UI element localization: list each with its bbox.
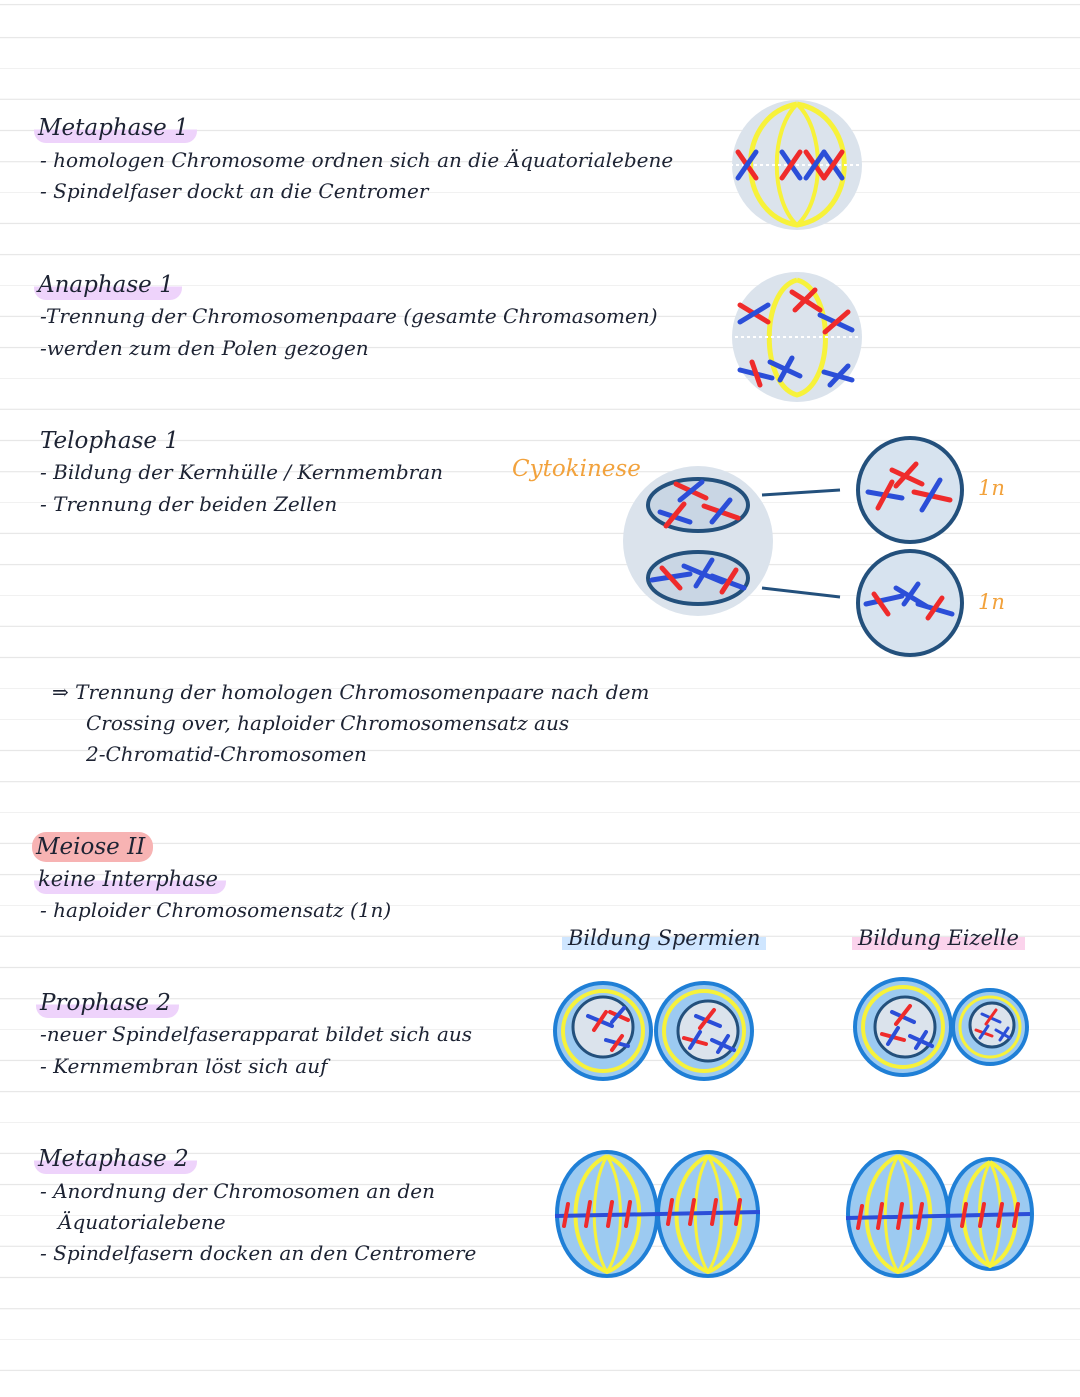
telophase1-line-2: - Trennung der beiden Zellen bbox=[40, 492, 338, 516]
summary-line-2: Crossing over, haploider Chromosomensatz aus bbox=[86, 711, 570, 735]
anaphase1-heading: Anaphase 1 bbox=[34, 270, 182, 300]
daughter-cell-bottom bbox=[858, 551, 962, 655]
anaphase1-line-2: -werden zum den Polen gezogen bbox=[40, 336, 369, 360]
telophase1-line-1: - Bildung der Kernhülle / Kernmembran bbox=[40, 460, 444, 484]
prophase2-heading: Prophase 2 bbox=[36, 988, 179, 1018]
metaphase2-line-1: - Anordnung der Chromosomen an den bbox=[40, 1179, 436, 1203]
meiose2-heading: Meiose II bbox=[32, 832, 153, 862]
metaphase1-line-1: - homologen Chromosome ordnen sich an die Äquatorialebene bbox=[40, 148, 674, 172]
anaphase1-line-1: -Trennung der Chromosomenpaare (gesamte Chromasomen) bbox=[40, 304, 658, 328]
metaphase2-heading: Metaphase 2 bbox=[34, 1144, 197, 1174]
prophase2-sperm-cell-left bbox=[555, 983, 651, 1079]
anaphase1-cell bbox=[732, 272, 862, 402]
metaphase2-line-2: Äquatorialebene bbox=[58, 1210, 226, 1234]
prophase2-line-1: -neuer Spindelfaserapparat bildet sich aus bbox=[40, 1022, 473, 1046]
telophase1-heading: Telophase 1 bbox=[40, 428, 179, 454]
metaphase2-sperm-cells bbox=[555, 1152, 760, 1276]
daughter-cell-top bbox=[858, 438, 962, 542]
metaphase2-egg-cells bbox=[846, 1152, 1032, 1276]
prophase2-sperm-cell-right bbox=[656, 983, 752, 1079]
egg-caption: Bildung Eizelle bbox=[852, 926, 1025, 950]
metaphase1-cell bbox=[730, 100, 865, 230]
meiose2-line-1: - haploider Chromosomensatz (1n) bbox=[40, 898, 392, 922]
meiose2-subtitle: keine Interphase bbox=[34, 864, 226, 894]
metaphase1-line-2: - Spindelfaser dockt an die Centromer bbox=[40, 179, 429, 203]
ploidy-label-bottom: 1n bbox=[978, 590, 1005, 614]
sperm-caption: Bildung Spermien bbox=[562, 926, 766, 950]
metaphase1-heading: Metaphase 1 bbox=[34, 113, 197, 143]
summary-line-3: 2-Chromatid-Chromosomen bbox=[86, 742, 367, 766]
telophase1-cell bbox=[623, 466, 840, 616]
prophase2-line-2: - Kernmembran löst sich auf bbox=[40, 1054, 328, 1078]
ploidy-label-top: 1n bbox=[978, 476, 1005, 500]
metaphase2-line-3: - Spindelfasern docken an den Centromere bbox=[40, 1241, 477, 1265]
cytokinesis-label: Cytokinese bbox=[512, 456, 641, 482]
prophase2-egg-cell-large bbox=[855, 979, 951, 1075]
prophase2-egg-cell-small bbox=[953, 990, 1027, 1064]
summary-line-1: ⇒ Trennung der homologen Chromosomenpaare nach dem bbox=[52, 680, 650, 704]
